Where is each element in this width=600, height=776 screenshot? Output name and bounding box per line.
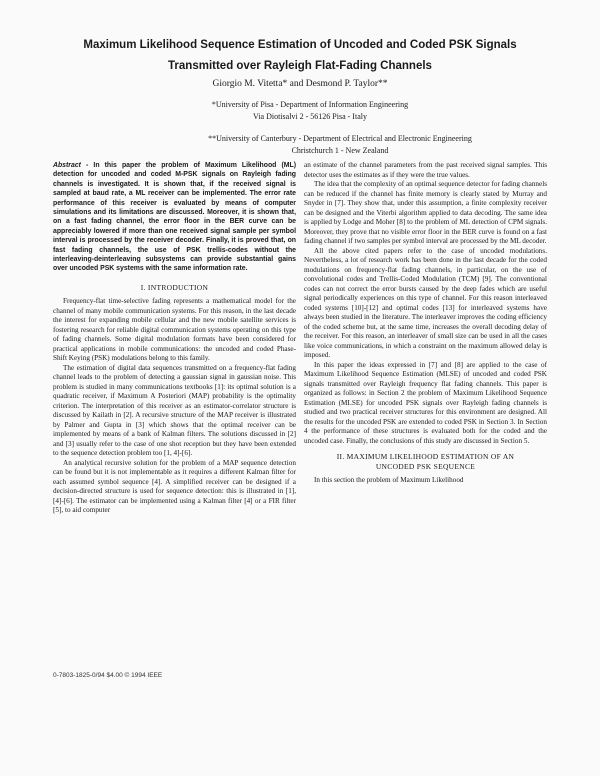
section-2-heading-line-2: UNCODED PSK SEQUENCE (375, 461, 476, 471)
abstract-lead: Abstract (53, 162, 81, 169)
section-2-heading-line-1: II. MAXIMUM LIKELIHOOD ESTIMATION OF AN (336, 452, 515, 461)
affiliation-pisa (200, 99, 420, 123)
left-paragraph-2: The estimation of digital data sequences transmitted on a frequency-flat fading channel leads to the problem of detecting a gaussian signal in gaussian noise. This problem is studied in many communications textbooks [1]: its optimal solution is a quadratic receiver, if Maximum A Posteriori (MAP) probability is the optimality criterion. The interpretation of this receiver as an estimator-correlator structure is discussed by Kailath in [2]. A recursive structure of the MAP receiver is illustrated by Palmer and Gupta in [3] which shows that the optimal receiver can be implemented by means of a bank of Kalman filters. The solutions discussed in [2] and [3] usually refer to the case of one shot reception but they have been extended to the sequence detection problem too [1, 4]-[6]. (53, 363, 296, 458)
abstract-text: - In this paper the problem of Maximum Likelihood (ML) detection for uncoded and coded M-PSK signals on Rayleigh fading channels is investigated. It is shown that, if the received signal is sampled at baud rate, a ML receiver can be implemented. The error rate performance of this receiver is evaluated by means of computer simulations and its limitations are discussed. Moreover, it is shown that, on a fast fading channel, the error floor in the BER curve can be appreciably lowered if more than one received signal sample per symbol interval is processed by the receiver decoder. Finally, it is proved that, on fast fading channels, the use of PSK trellis-codes without the interleaving-deinterleaving subsystems can provide substantial gains over uncoded PSK systems with the same information rate. (53, 162, 296, 273)
intro-heading: I. INTRODUCTION (140, 282, 209, 292)
right-paragraph-4: In this paper the ideas expressed in [7] and [8] are applied to the case of Maximum Likelihood Sequence Estimation (MLSE) of uncoded and coded PSK signals transmitted over Rayleigh frequency flat fading channels. This paper is organized as follows: in Section 2 the problem of Maximum Likelihood Sequence Estimation (MLSE) for uncoded PSK signals over Rayleigh fading channels is studied and two practical receiver structures for this environment are designed. All the results for the uncoded PSK are extended to coded PSK in Section 3. In Section 4 the performance of these structures is evaluated both for the coded and the uncoded case. Finally, the conclusions of this study are discussed in Section 5. (304, 360, 547, 445)
title-line-2: Transmitted over Rayleigh Flat-Fading Channels (168, 60, 432, 72)
section-2-heading (304, 452, 547, 471)
affiliation-canterbury-line-1: **University of Canterbury - Department of Electrical and Electronic Engineering (208, 134, 472, 143)
affiliation-pisa-line-1: *University of Pisa - Department of Information Engineering (211, 100, 409, 109)
title-line-1: Maximum Likelihood Sequence Estimation of Uncoded and Coded PSK Signals (83, 39, 517, 51)
right-paragraph-5: In this section the problem of Maximum Likelihood (314, 476, 464, 484)
right-paragraph-2: The idea that the complexity of an optimal sequence detector for fading channels can be reduced if the channel has finite memory is clearly stated by Murray and Snyder in [7]. They show that, under this assumption, a finite complexity receiver can be designed and the Viterbi algorithm applied to data decoding. The same idea is applied by Lodge and Moher [8] to the problem of ML detection of CPM signals. Moreover, they prove that no visible error floor in the BER curve is found on a fast fading channel if two samples per symbol interval are processed by the ML decoder. (304, 180, 547, 245)
left-paragraph-1: Frequency-flat time-selective fading represents a mathematical model for the channel of many mobile communication systems. For this reason, in the last decade the interest for expanding mobile cellular and the new mobile satellite services is fostering research for reliable digital communication systems operating on this type of fading channels. Some digital modulation formats have been considered for practical applications in mobile communications: the uncoded and coded Phase-Shift Keying (PSK) modulations belong to this family. (53, 297, 296, 363)
abstract (53, 161, 296, 274)
right-paragraph-3: All the above cited papers refer to the case of uncoded modulations. Nevertheless, a lot of research work has been done in the last decade for the coded modulations on frequency-flat fading channels, in particular, on the use of convolutional codes and Trellis-Coded Modulation (TCM) [9]. The conventional codes can not correct the error bursts caused by the deep fades which are useful signal periodically experiences on this type of channel. For this reason interleaved coded systems [10]-[12] and optimal codes [13] for interleaved systems have always been studied in the literature. The interleaver improves the coding efficiency of the coded scheme but, at the same time, increases the overall decoding delay of the receiver. For this reason, an interleaver of small size can be used in all the cases like voice communications, in which a constraint on the maximum allowed delay is imposed. (304, 246, 547, 359)
left-column (53, 161, 296, 516)
affiliation-pisa-line-2: Via Diotisalvi 2 - 56126 Pisa - Italy (253, 112, 367, 121)
affiliation-canterbury (150, 133, 530, 157)
right-paragraph-1: an estimate of the channel parameters from the past received signal samples. This detector uses the estimates as if they were the true values. (304, 161, 547, 179)
paper-title (0, 35, 600, 77)
copyright-footer: 0-7803-1825-0/94 $4.00 © 1994 IEEE (53, 672, 163, 679)
right-column (304, 161, 547, 486)
authors: Giorgio M. Vitetta* and Desmond P. Taylor** (212, 79, 388, 89)
affiliation-canterbury-line-2: Christchurch 1 - New Zealand (291, 146, 389, 155)
left-paragraph-3: An analytical recursive solution for the problem of a MAP sequence detection can be found but it is not implementable as it requires a different Kalman filter for each assumed symbol sequence [4]. A simplified receiver can be designed if a decision-directed structure is used for sequence detection: this is illustrated in [1], [4]-[6]. The estimator can be implemented using a Kalman filter [4] or a FIR filter [5], to aid computer (53, 458, 296, 515)
